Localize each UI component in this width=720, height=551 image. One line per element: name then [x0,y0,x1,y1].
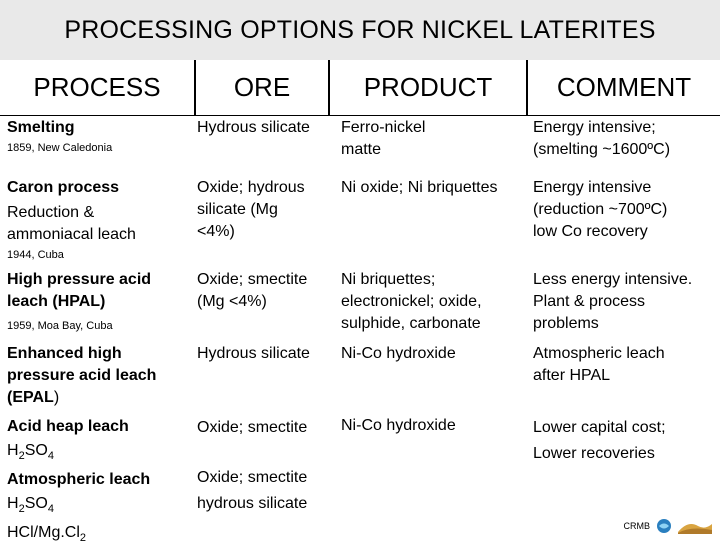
product-cell [341,117,529,177]
process-line: leach (HPAL) [7,293,106,310]
comment-line: Energy intensive; [533,119,656,136]
crmb-logo: CRMB [623,521,650,531]
comment-line: after HPAL [533,367,611,384]
product-line: sulphide, carbonate [341,315,481,332]
ore-line: Oxide; smectite [197,469,308,486]
table-row [0,269,720,341]
header-process: PROCESS [0,62,194,112]
comment-line: Lower recoveries [533,445,655,462]
comment-line: Energy intensive [533,179,652,196]
ore-cell [197,415,337,540]
comment-line: (smelting ~1600ºC) [533,141,671,158]
process-note: 1959, Moa Bay, Cuba [7,320,113,332]
header-product: PRODUCT [330,62,526,112]
slide-title: PROCESSING OPTIONS FOR NICKEL LATERITES [0,0,720,60]
ore-line: Oxide; smectite [197,271,308,288]
header-divider [194,60,196,116]
product-line: Ferro-nickel [341,119,426,136]
comment-line: Lower capital cost; [533,419,666,436]
comment-cell [533,117,717,177]
process-formula: $H_2SO_4$ [7,442,54,463]
product-cell: Ni-Co hydroxide [341,345,456,362]
process-name: Caron process [7,179,120,196]
process-note: 1944, Cuba [7,249,64,261]
ore-line: Oxide; hydrous [197,179,305,196]
ore-line: <4%) [197,223,235,240]
process-line-tail: ) [53,389,60,406]
ore-line: Oxide; smectite [197,419,308,436]
product-line: electronickel; oxide, [341,293,482,310]
product-cell [341,269,529,341]
process-line: Atmospheric leach [7,471,151,489]
table-row [0,343,720,413]
ore-cell [197,177,337,267]
table-row [0,415,720,545]
process-line: ammoniacal leach [7,226,136,243]
header-divider [526,60,528,116]
comment-cell [533,343,717,413]
table-row [0,177,720,267]
comment-line: Plant & process [533,293,646,310]
product-line: Ni briquettes; [341,271,436,288]
header-divider [328,60,330,116]
process-line: (EPAL [7,389,54,406]
ore-cell [197,269,337,341]
process-line: Reduction & [7,204,95,221]
comment-line: Atmospheric leach [533,345,665,362]
comment-cell [533,269,717,341]
product-cell: Ni oxide; Ni briquettes [341,179,498,196]
process-formula: HCl/$Mg.Cl_2$ [7,524,87,545]
globe-logo-icon [656,518,672,534]
comment-line: Less energy intensive. [533,271,693,288]
process-note: 1859, New Caledonia [7,142,113,154]
ore-line: hydrous silicate [197,495,308,512]
footer-logos [624,518,713,534]
comment-cell [533,177,717,267]
ore-cell: Hydrous silicate [197,119,310,136]
process-formula: $H_2SO_4$ [7,495,54,516]
process-line: pressure acid leach [7,367,157,384]
process-line: High pressure acid [7,271,152,288]
header-comment: COMMENT [528,62,720,112]
table-row [0,117,720,177]
product-cell: Ni-Co hydroxide [341,417,456,434]
landscape-logo-icon [678,518,712,534]
comment-line: (reduction ~700ºC) [533,201,668,218]
ore-line: silicate (Mg [197,201,278,218]
product-line: matte [341,141,382,158]
header-ore: ORE [196,62,328,112]
comment-line: low Co recovery [533,223,648,240]
process-line: Acid heap leach [7,418,129,435]
ore-cell: Hydrous silicate [197,345,310,362]
ore-line: (Mg <4%) [197,293,267,310]
comment-line: problems [533,315,599,332]
header-rule [0,115,720,116]
process-name: Smelting [7,119,75,136]
process-line: Enhanced high [7,345,122,362]
